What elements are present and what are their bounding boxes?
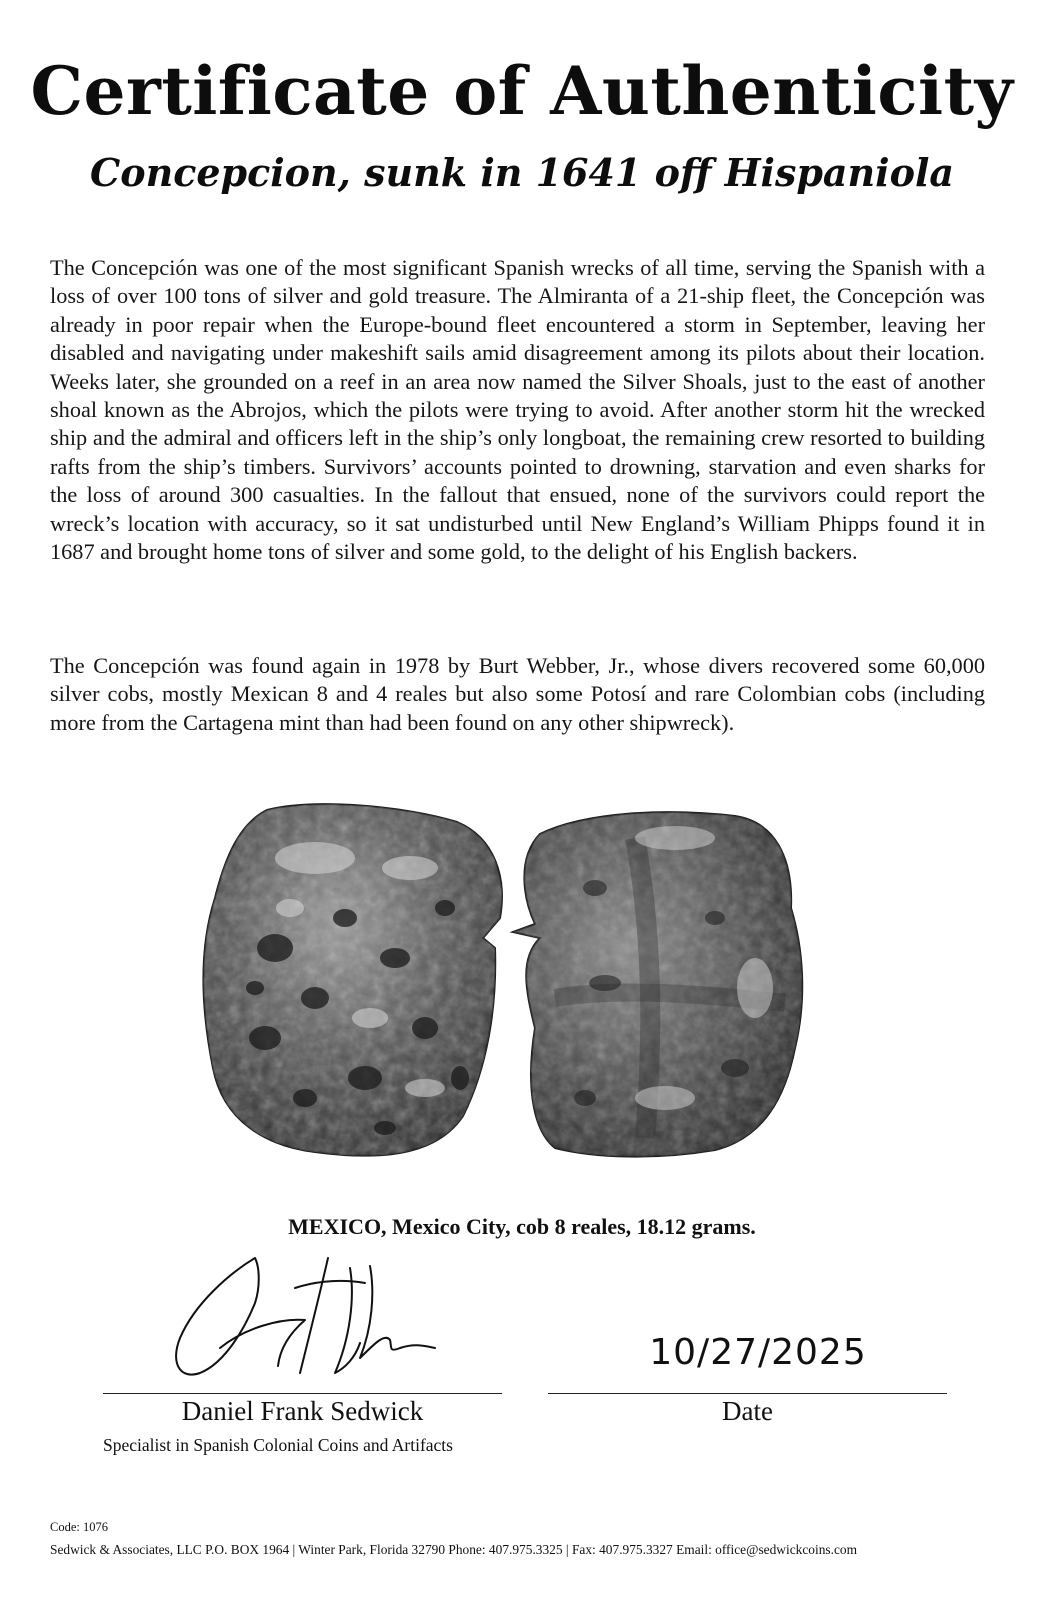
date-label: Date (722, 1396, 773, 1426)
history-paragraph-2: The Concepción was found again in 1978 by Burt Webber, Jr., whose divers recovered some 60,000 silver cobs, mostly Mexican 8 and 4 reales but also some Potosí and rare Colombian cobs (including more from the Cartagena mint than had been found on any other shipwreck). (50, 653, 985, 735)
certificate-title: Certificate of Authenticity (30, 52, 1014, 130)
signer-name: Daniel Frank Sedwick (181, 1396, 424, 1426)
coin-photo (195, 798, 810, 1173)
signer-title: Specialist in Spanish Colonial Coins and Artifacts (103, 1435, 453, 1455)
certificate-subtitle: Concepcion, sunk in 1641 off Hispaniola (90, 150, 954, 195)
signature-line (103, 1393, 502, 1394)
date-value: 10/27/2025 (649, 1332, 867, 1373)
history-paragraph-1: The Concepción was one of the most significant Spanish wrecks of all time, serving the Spanish with a loss of over 100 tons of silver and gold treasure. The Almiranta of a 21-ship fleet, the Concepción was already in poor repair when the Europe-bound fleet encountered a storm in September, leaving her disabled and navigating under makeshift sails amid disagreement among its pilots about their location. Weeks later, she grounded on a reef in an area now named the Silver Shoals, just to the east of another shoal known as the Abrojos, which the pilots were trying to avoid. After another storm hit the wrecked ship and the admiral and officers left in the ship’s only longboat, the remaining crew resorted to building rafts from the ship’s timbers. Survivors’ accounts pointed to drowning, starvation and even sharks for the loss of around 300 casualties. In the fallout that ensued, none of the survivors could report the wreck’s location with accuracy, so it sat undisturbed until New England’s William Phipps found it in 1687 and brought home tons of silver and some gold, to the delight of his English backers. (50, 255, 985, 565)
coin-caption: MEXICO, Mexico City, cob 8 reales, 18.12 grams. (288, 1214, 756, 1239)
coin-reverse (513, 812, 802, 1156)
footer-contact: Sedwick & Associates, LLC P.O. BOX 1964 | Winter Park, Florida 32790 Phone: 407.975.3325 | Fax: 407.975.3327 Email: office@sedwickcoins.com (50, 1542, 858, 1557)
certificate-code: Code: 1076 (50, 1520, 108, 1534)
signature-image (160, 1248, 450, 1388)
date-line (548, 1393, 947, 1394)
coin-obverse (204, 804, 502, 1155)
